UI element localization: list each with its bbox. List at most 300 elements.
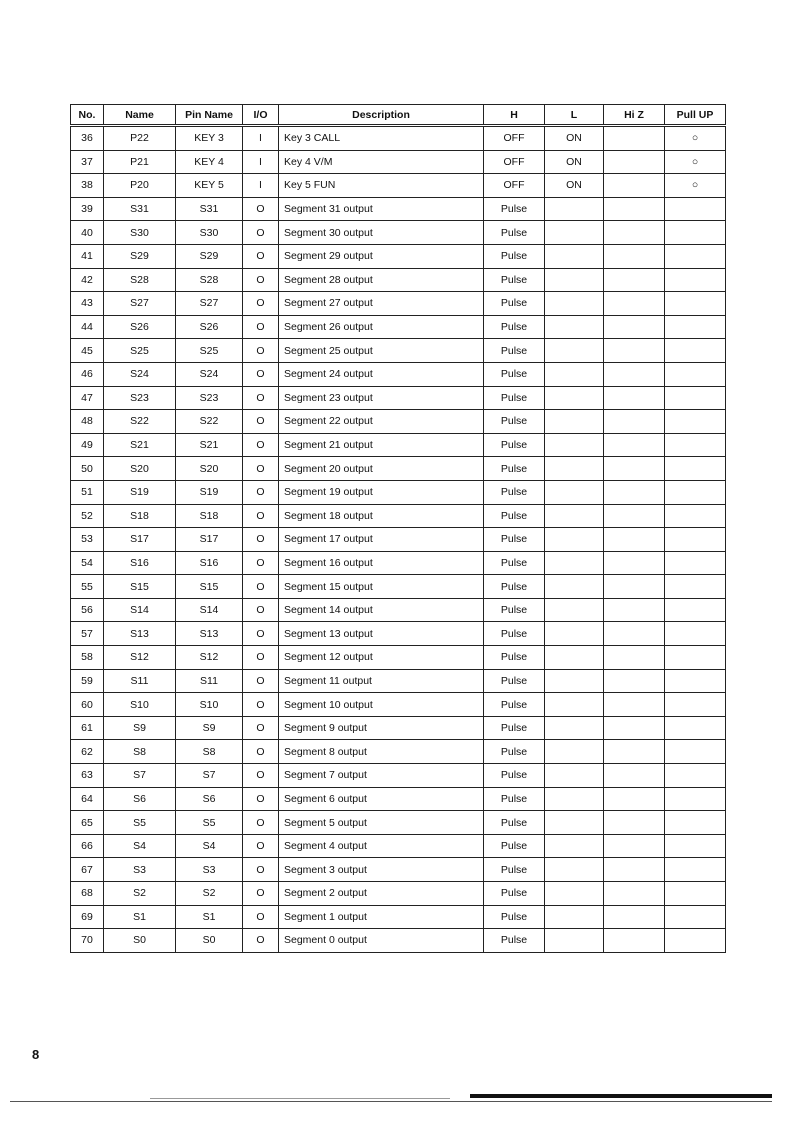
table-cell: ON: [545, 174, 604, 198]
table-cell: S4: [104, 834, 176, 858]
table-row: [71, 339, 726, 363]
table-cell: [604, 386, 665, 410]
table-cell: Segment 12 output: [279, 646, 484, 670]
table-cell: O: [243, 480, 279, 504]
table-row: [71, 716, 726, 740]
table-cell: Segment 26 output: [279, 315, 484, 339]
table-cell: [665, 929, 726, 953]
table-cell: Segment 6 output: [279, 787, 484, 811]
table-cell: [604, 457, 665, 481]
table-cell: [665, 457, 726, 481]
table-row: [71, 315, 726, 339]
table-cell: 51: [71, 480, 104, 504]
table-cell: Segment 19 output: [279, 480, 484, 504]
table-cell: O: [243, 551, 279, 575]
table-cell: S30: [176, 221, 243, 245]
table-cell: [665, 575, 726, 599]
table-cell: S21: [176, 433, 243, 457]
table-cell: Pulse: [484, 598, 545, 622]
table-cell: Segment 7 output: [279, 764, 484, 788]
table-row: [71, 268, 726, 292]
table-cell: Segment 9 output: [279, 716, 484, 740]
table-cell: Pulse: [484, 929, 545, 953]
table-cell: S20: [176, 457, 243, 481]
table-cell: 46: [71, 362, 104, 386]
table-cell: 59: [71, 669, 104, 693]
table-row: [71, 504, 726, 528]
table-cell: [604, 834, 665, 858]
table-cell: [665, 882, 726, 906]
table-cell: S21: [104, 433, 176, 457]
table-cell: I: [243, 150, 279, 174]
table-cell: 65: [71, 811, 104, 835]
table-cell: [545, 764, 604, 788]
table-cell: [665, 197, 726, 221]
table-cell: Pulse: [484, 764, 545, 788]
table-row: [71, 858, 726, 882]
table-row: [71, 669, 726, 693]
table-cell: S24: [104, 362, 176, 386]
table-cell: [665, 504, 726, 528]
table-cell: S7: [104, 764, 176, 788]
table-cell: S1: [176, 905, 243, 929]
table-cell: S17: [104, 528, 176, 552]
table-cell: Pulse: [484, 197, 545, 221]
table-cell: S9: [104, 716, 176, 740]
table-cell: [665, 787, 726, 811]
table-cell: Pulse: [484, 457, 545, 481]
table-cell: Pulse: [484, 339, 545, 363]
table-cell: Segment 28 output: [279, 268, 484, 292]
table-cell: OFF: [484, 150, 545, 174]
table-cell: [665, 244, 726, 268]
table-cell: O: [243, 693, 279, 717]
table-body: [71, 126, 726, 953]
table-cell: S19: [104, 480, 176, 504]
table-cell: S22: [104, 410, 176, 434]
table-cell: S22: [176, 410, 243, 434]
table-cell: KEY 4: [176, 150, 243, 174]
table-cell: S5: [104, 811, 176, 835]
table-cell: Pulse: [484, 268, 545, 292]
table-cell: Segment 11 output: [279, 669, 484, 693]
table-cell: S18: [176, 504, 243, 528]
column-header: No.: [71, 105, 104, 126]
table-cell: S7: [176, 764, 243, 788]
footer-rule-light: [150, 1098, 450, 1099]
table-cell: O: [243, 858, 279, 882]
table-cell: [604, 126, 665, 151]
table-cell: S18: [104, 504, 176, 528]
table-cell: S0: [176, 929, 243, 953]
column-header: Pull UP: [665, 105, 726, 126]
table-cell: O: [243, 504, 279, 528]
table-cell: O: [243, 882, 279, 906]
table-cell: S12: [176, 646, 243, 670]
table-cell: [665, 433, 726, 457]
table-cell: [604, 410, 665, 434]
table-cell: Segment 17 output: [279, 528, 484, 552]
table-cell: 67: [71, 858, 104, 882]
table-cell: O: [243, 292, 279, 316]
table-cell: 58: [71, 646, 104, 670]
table-cell: S27: [104, 292, 176, 316]
table-cell: O: [243, 315, 279, 339]
table-row: [71, 740, 726, 764]
table-cell: Segment 30 output: [279, 221, 484, 245]
table-cell: [604, 669, 665, 693]
column-header: L: [545, 105, 604, 126]
table-cell: Pulse: [484, 221, 545, 245]
table-cell: Key 3 CALL: [279, 126, 484, 151]
table-cell: S0: [104, 929, 176, 953]
table-cell: 54: [71, 551, 104, 575]
table-row: [71, 221, 726, 245]
table-cell: S29: [176, 244, 243, 268]
table-cell: 44: [71, 315, 104, 339]
table-cell: [604, 716, 665, 740]
table-row: [71, 646, 726, 670]
table-cell: [545, 528, 604, 552]
table-cell: Pulse: [484, 787, 545, 811]
table-cell: [545, 504, 604, 528]
table-cell: Segment 5 output: [279, 811, 484, 835]
table-row: [71, 811, 726, 835]
table-cell: S2: [176, 882, 243, 906]
table-cell: [665, 315, 726, 339]
table-cell: Segment 10 output: [279, 693, 484, 717]
table-cell: 42: [71, 268, 104, 292]
table-cell: [665, 221, 726, 245]
table-cell: [604, 339, 665, 363]
table-cell: 41: [71, 244, 104, 268]
column-header: Pin Name: [176, 105, 243, 126]
table-cell: 53: [71, 528, 104, 552]
table-cell: [665, 551, 726, 575]
table-cell: Segment 0 output: [279, 929, 484, 953]
table-cell: OFF: [484, 126, 545, 151]
table-cell: S26: [104, 315, 176, 339]
table-cell: [545, 433, 604, 457]
table-row: [71, 622, 726, 646]
table-cell: 40: [71, 221, 104, 245]
pin-table: [70, 104, 726, 953]
table-cell: S8: [176, 740, 243, 764]
table-cell: Segment 20 output: [279, 457, 484, 481]
table-cell: [545, 669, 604, 693]
table-cell: 49: [71, 433, 104, 457]
table-cell: O: [243, 575, 279, 599]
table-cell: O: [243, 716, 279, 740]
table-cell: [545, 268, 604, 292]
table-cell: [665, 646, 726, 670]
table-cell: Key 5 FUN: [279, 174, 484, 198]
table-cell: S15: [176, 575, 243, 599]
table-cell: [604, 480, 665, 504]
table-cell: [545, 362, 604, 386]
table-cell: ○: [665, 150, 726, 174]
table-cell: Pulse: [484, 693, 545, 717]
table-cell: S1: [104, 905, 176, 929]
table-row: [71, 457, 726, 481]
table-cell: S11: [104, 669, 176, 693]
table-cell: [545, 339, 604, 363]
table-cell: [604, 764, 665, 788]
table-cell: S11: [176, 669, 243, 693]
table-row: [71, 787, 726, 811]
table-cell: [604, 646, 665, 670]
table-cell: [604, 150, 665, 174]
table-cell: [665, 811, 726, 835]
footer-rule-thick: [470, 1094, 772, 1098]
table-cell: 62: [71, 740, 104, 764]
table-cell: P20: [104, 174, 176, 198]
table-cell: [604, 433, 665, 457]
table-cell: 47: [71, 386, 104, 410]
table-cell: [665, 669, 726, 693]
table-cell: S31: [104, 197, 176, 221]
table-row: [71, 551, 726, 575]
table-cell: O: [243, 410, 279, 434]
table-cell: S27: [176, 292, 243, 316]
table-cell: [604, 811, 665, 835]
table-cell: S14: [176, 598, 243, 622]
table-row: [71, 575, 726, 599]
page-number: 8: [32, 1047, 40, 1062]
table-cell: Pulse: [484, 410, 545, 434]
table-row: [71, 362, 726, 386]
table-cell: O: [243, 811, 279, 835]
table-cell: [545, 480, 604, 504]
table-cell: [545, 221, 604, 245]
table-cell: [604, 362, 665, 386]
table-cell: S10: [104, 693, 176, 717]
table-cell: O: [243, 528, 279, 552]
table-cell: [545, 386, 604, 410]
table-cell: Pulse: [484, 646, 545, 670]
table-cell: [604, 882, 665, 906]
table-cell: S28: [104, 268, 176, 292]
table-cell: [545, 858, 604, 882]
table-cell: [604, 174, 665, 198]
table-cell: 61: [71, 716, 104, 740]
table-cell: S2: [104, 882, 176, 906]
table-cell: O: [243, 740, 279, 764]
table-cell: Pulse: [484, 386, 545, 410]
table-cell: Segment 24 output: [279, 362, 484, 386]
table-cell: O: [243, 221, 279, 245]
column-header: I/O: [243, 105, 279, 126]
table-cell: [545, 315, 604, 339]
table-row: [71, 834, 726, 858]
table-row: [71, 764, 726, 788]
table-cell: Segment 31 output: [279, 197, 484, 221]
table-cell: [665, 528, 726, 552]
table-cell: [665, 362, 726, 386]
table-row: [71, 410, 726, 434]
table-cell: 39: [71, 197, 104, 221]
table-cell: [665, 410, 726, 434]
table-row: [71, 197, 726, 221]
table-cell: Key 4 V/M: [279, 150, 484, 174]
table-cell: [545, 646, 604, 670]
table-cell: S6: [176, 787, 243, 811]
table-cell: [604, 504, 665, 528]
table-cell: O: [243, 929, 279, 953]
table-cell: [604, 221, 665, 245]
table-cell: [545, 244, 604, 268]
table-cell: [545, 929, 604, 953]
table-cell: Pulse: [484, 740, 545, 764]
footer-rule-thin: [10, 1101, 772, 1102]
table-row: [71, 386, 726, 410]
table-cell: S16: [104, 551, 176, 575]
table-cell: [604, 693, 665, 717]
table-cell: 48: [71, 410, 104, 434]
table-cell: Pulse: [484, 716, 545, 740]
table-cell: [665, 268, 726, 292]
table-cell: 68: [71, 882, 104, 906]
table-cell: [545, 834, 604, 858]
table-cell: S9: [176, 716, 243, 740]
table-cell: S16: [176, 551, 243, 575]
table-cell: Pulse: [484, 905, 545, 929]
table-cell: Pulse: [484, 622, 545, 646]
table-cell: O: [243, 669, 279, 693]
table-cell: S23: [176, 386, 243, 410]
table-cell: Segment 3 output: [279, 858, 484, 882]
column-header: H: [484, 105, 545, 126]
table-cell: S29: [104, 244, 176, 268]
table-cell: S23: [104, 386, 176, 410]
table-row: [71, 480, 726, 504]
table-cell: Pulse: [484, 315, 545, 339]
table-cell: 57: [71, 622, 104, 646]
table-cell: S26: [176, 315, 243, 339]
table-cell: [604, 740, 665, 764]
table-cell: 38: [71, 174, 104, 198]
table-row: [71, 882, 726, 906]
table-cell: [604, 787, 665, 811]
table-cell: O: [243, 622, 279, 646]
table-cell: [665, 858, 726, 882]
table-cell: 45: [71, 339, 104, 363]
table-cell: S3: [176, 858, 243, 882]
table-cell: Pulse: [484, 244, 545, 268]
table-cell: [665, 740, 726, 764]
table-cell: [545, 622, 604, 646]
column-header: Name: [104, 105, 176, 126]
table-cell: Segment 18 output: [279, 504, 484, 528]
table-cell: 55: [71, 575, 104, 599]
table-cell: [665, 693, 726, 717]
table-cell: 60: [71, 693, 104, 717]
table-cell: S15: [104, 575, 176, 599]
table-row: [71, 433, 726, 457]
table-cell: [604, 528, 665, 552]
table-cell: O: [243, 433, 279, 457]
table-cell: 56: [71, 598, 104, 622]
table-cell: S25: [176, 339, 243, 363]
table-cell: Segment 1 output: [279, 905, 484, 929]
table-cell: 63: [71, 764, 104, 788]
table-cell: 37: [71, 150, 104, 174]
table-cell: S6: [104, 787, 176, 811]
table-cell: Segment 22 output: [279, 410, 484, 434]
table-cell: ○: [665, 126, 726, 151]
table-cell: 43: [71, 292, 104, 316]
table-cell: [545, 905, 604, 929]
table-cell: [604, 292, 665, 316]
table-cell: [545, 551, 604, 575]
table-cell: S17: [176, 528, 243, 552]
table-cell: Pulse: [484, 669, 545, 693]
table-cell: [604, 905, 665, 929]
table-cell: O: [243, 764, 279, 788]
column-header: Description: [279, 105, 484, 126]
table-cell: KEY 3: [176, 126, 243, 151]
table-cell: P22: [104, 126, 176, 151]
table-cell: Pulse: [484, 504, 545, 528]
table-cell: Pulse: [484, 575, 545, 599]
table-cell: S5: [176, 811, 243, 835]
table-cell: O: [243, 905, 279, 929]
table-cell: Segment 16 output: [279, 551, 484, 575]
column-header: Hi Z: [604, 105, 665, 126]
table-cell: O: [243, 834, 279, 858]
table-cell: [545, 693, 604, 717]
table-cell: O: [243, 787, 279, 811]
table-row: [71, 244, 726, 268]
table-cell: Segment 2 output: [279, 882, 484, 906]
table-cell: S8: [104, 740, 176, 764]
table-cell: O: [243, 362, 279, 386]
table-cell: [665, 339, 726, 363]
table-cell: [545, 598, 604, 622]
table-cell: [665, 905, 726, 929]
table-cell: O: [243, 598, 279, 622]
table-cell: ON: [545, 126, 604, 151]
table-cell: Segment 8 output: [279, 740, 484, 764]
table-row: [71, 598, 726, 622]
table-cell: [665, 716, 726, 740]
table-cell: [545, 410, 604, 434]
table-cell: [604, 268, 665, 292]
table-cell: Segment 14 output: [279, 598, 484, 622]
table-cell: S13: [104, 622, 176, 646]
table-cell: S20: [104, 457, 176, 481]
table-cell: [604, 315, 665, 339]
table-cell: [604, 244, 665, 268]
table-cell: S19: [176, 480, 243, 504]
table-cell: O: [243, 339, 279, 363]
table-cell: Segment 25 output: [279, 339, 484, 363]
table-cell: Pulse: [484, 528, 545, 552]
table-cell: 52: [71, 504, 104, 528]
table-cell: O: [243, 457, 279, 481]
table-cell: [665, 834, 726, 858]
table-cell: S24: [176, 362, 243, 386]
table-cell: Pulse: [484, 551, 545, 575]
table-cell: Pulse: [484, 362, 545, 386]
table-cell: [545, 457, 604, 481]
table-cell: I: [243, 126, 279, 151]
table-cell: 50: [71, 457, 104, 481]
table-cell: [604, 622, 665, 646]
table-cell: [545, 575, 604, 599]
table-cell: Pulse: [484, 882, 545, 906]
table-cell: [665, 292, 726, 316]
